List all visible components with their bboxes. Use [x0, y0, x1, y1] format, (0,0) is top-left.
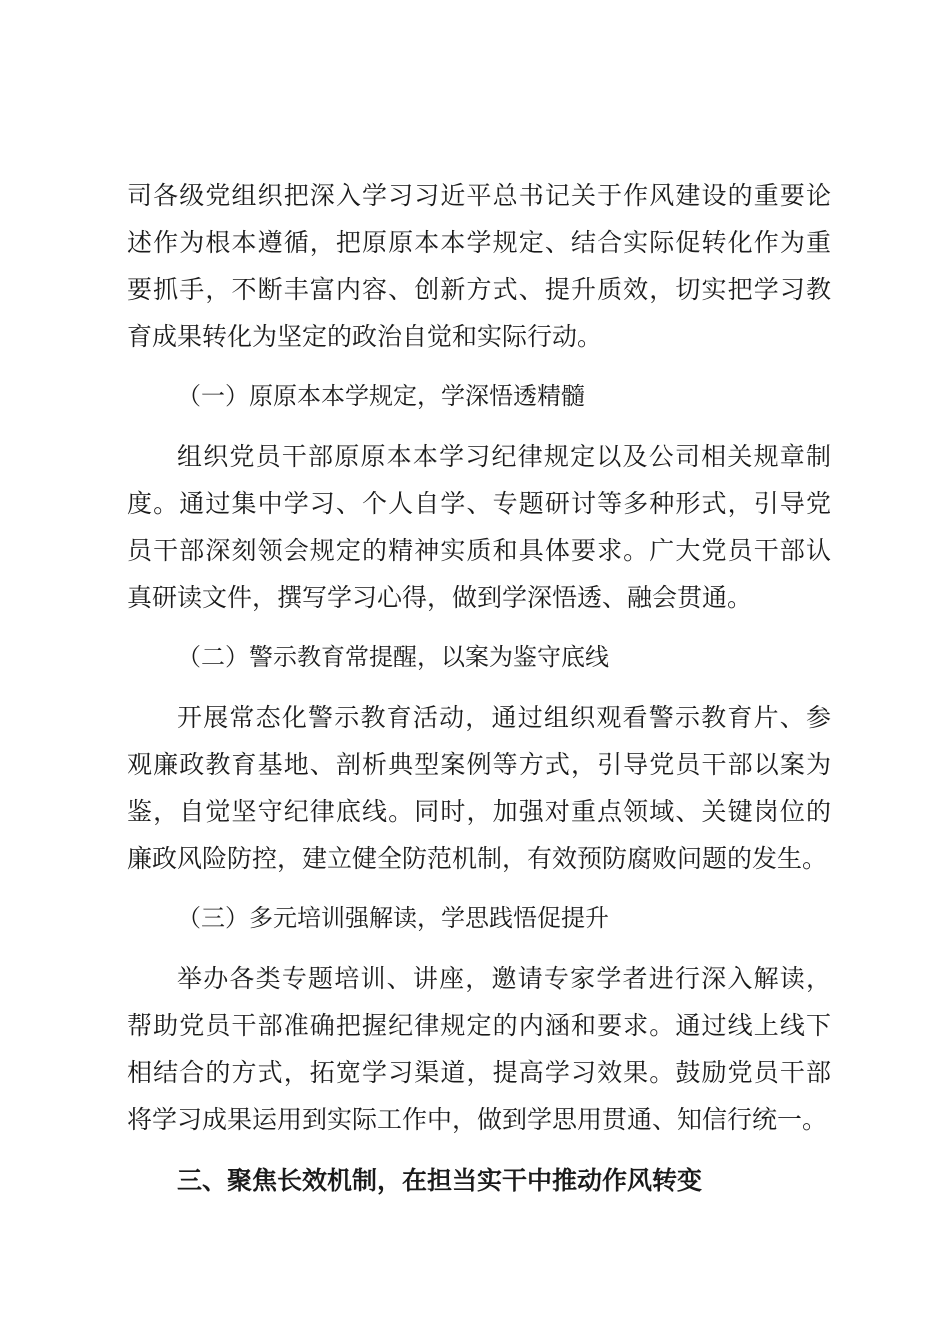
paragraph-line: 司各级党组织把深入学习习近平总书记关于作风建设的重要论 [127, 181, 831, 210]
paragraph-line: 育成果转化为坚定的政治自觉和实际行动。 [127, 322, 603, 351]
paragraph-line: 度。通过集中学习、个人自学、专题研讨等多种形式，引导党 [127, 489, 831, 518]
sub3-paragraph [127, 955, 831, 1143]
sub2-paragraph [127, 694, 831, 882]
subheading-2: （二）警示教育常提醒，以案为鉴守底线 [177, 643, 609, 671]
paragraph-line: 将学习成果运用到实际工作中，做到学思用贯通、知信行统一。 [127, 1105, 828, 1134]
paragraph-line: 组织党员干部原原本本学习纪律规定以及公司相关规章制 [177, 442, 831, 471]
intro-paragraph [127, 172, 831, 360]
paragraph-line: 员干部深刻领会规定的精神实质和具体要求。广大党员干部认 [127, 536, 831, 565]
paragraph-line: 帮助党员干部准确把握纪律规定的内涵和要求。通过线上线下 [127, 1011, 831, 1040]
paragraph-line: 鉴，自觉坚守纪律底线。同时，加强对重点领域、关键岗位的 [127, 797, 831, 826]
document-body [127, 172, 831, 1206]
section-heading-3: 三、聚焦长效机制，在担当实干中推动作风转变 [177, 1166, 703, 1195]
paragraph-line: 廉政风险防控，建立健全防范机制，有效预防腐败问题的发生。 [127, 844, 828, 873]
paragraph-line: 述作为根本遵循，把原原本本学规定、结合实际促转化作为重 [127, 228, 831, 257]
paragraph-line: 要抓手，不断丰富内容、创新方式、提升质效，切实把学习教 [127, 275, 831, 304]
paragraph-line: 相结合的方式，拓宽学习渠道，提高学习效果。鼓励党员干部 [127, 1058, 831, 1087]
subheading-1: （一）原原本本学规定，学深悟透精髓 [177, 382, 585, 410]
paragraph-line: 真研读文件，撰写学习心得，做到学深悟透、融会贯通。 [127, 583, 753, 612]
paragraph-line: 举办各类专题培训、讲座，邀请专家学者进行深入解读， [177, 964, 831, 993]
paragraph-line: 开展常态化警示教育活动，通过组织观看警示教育片、参 [177, 703, 831, 732]
paragraph-line: 观廉政教育基地、剖析典型案例等方式，引导党员干部以案为 [127, 750, 831, 779]
sub1-paragraph [127, 433, 831, 621]
subheading-3: （三）多元培训强解读，学思践悟促提升 [177, 904, 609, 932]
